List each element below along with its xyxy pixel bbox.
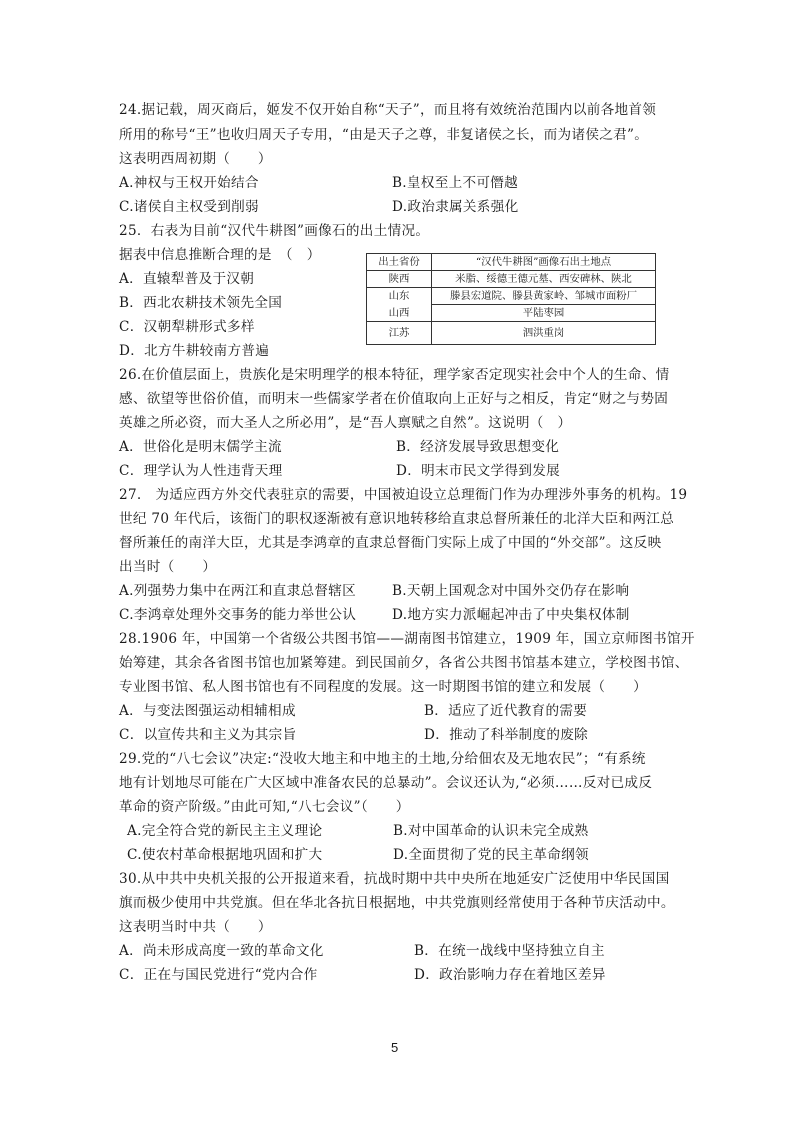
q24-line-2: 所用的称号“王”也收归周天子专用，“由是天子之尊，非复诸侯之长，而为诸侯之君”。 — [119, 127, 649, 143]
q28-line-3: 专业图书馆、私人图书馆也有不同程度的发展。这一时期图书馆的建立和发展（ ） — [119, 679, 647, 695]
q25-line-1: 25．右表为目前“汉代牛耕图”画像石的出土情况。 — [119, 223, 430, 239]
q29-option-b: B.对中国革命的认识未完全成熟 — [393, 823, 589, 839]
q29-option-d: D.全面贯彻了党的民主革命纲领 — [393, 847, 589, 863]
findspot-table — [366, 253, 656, 345]
q24-option-c: C.诸侯自主权受到削弱 — [119, 199, 259, 215]
table-cell-province: 江苏 — [367, 322, 432, 345]
q29-line-3: 革命的资产阶级。”由此可知,“八七会议”（ ） — [119, 799, 410, 815]
q28-option-d: D．推动了科举制度的废除 — [424, 727, 589, 743]
q26-option-d: D．明末市民文学得到发展 — [396, 463, 561, 479]
table-cell-province: 山西 — [367, 305, 432, 322]
q27-option-a: A.列强势力集中在两江和直隶总督辖区 — [119, 583, 357, 599]
q24-line-1: 24.据记载，周灭商后，姬发不仅开始自称“天子”，而且将有效统治范围内以前各地首领 — [119, 102, 657, 118]
q30-option-a: A．尚未形成高度一致的革命文化 — [119, 943, 324, 959]
q25-option-a: A．直辕犁普及于汉朝 — [119, 271, 255, 287]
q24-option-a: A.神权与王权开始结合 — [119, 175, 259, 191]
table-cell-province: 山东 — [367, 288, 432, 305]
q30-option-d: D．政治影响力存在着地区差异 — [414, 967, 606, 983]
q29-option-c: C.使农村革命根据地巩固和扩大 — [127, 847, 323, 863]
q26-option-a: A．世俗化是明末儒学主流 — [119, 439, 282, 455]
table-row — [367, 271, 656, 288]
q26-option-b: B．经济发展导致思想变化 — [396, 439, 560, 455]
q29-line-1: 29.党的“八七会议”决定:“没收大地主和中地主的土地,分给佃农及无地农民”；“有系统 — [119, 751, 646, 767]
q25-option-d: D．北方牛耕较南方普遍 — [119, 343, 270, 359]
q27-option-b: B.天朝上国观念对中国外交仍存在影响 — [392, 583, 630, 599]
q28-line-1: 28.1906 年，中国第一个省级公共图书馆——湖南图书馆建立，1909 年，国立京师图书馆开 — [119, 631, 695, 647]
page-number: 5 — [391, 1040, 399, 1055]
q28-line-2: 始筹建，其余各省图书馆也加紧筹建。到民国前夕，各省公共图书馆基本建立，学校图书馆、 — [119, 655, 689, 671]
q24-option-b: B.皇权至上不可僭越 — [392, 175, 519, 191]
q27-line-4: 出当时（ ） — [119, 559, 217, 575]
q28-option-b: B．适应了近代教育的需要 — [424, 703, 588, 719]
q27-line-1: 27. 为适应西方外交代表驻京的需要，中国被迫设立总理衙门作为办理涉外事务的机构。19 — [119, 487, 688, 503]
q25-line-2: 据表中信息推断合理的是 （ ） — [119, 247, 321, 263]
table-cell-site: 平陆枣园 — [432, 305, 656, 322]
q25-option-c: C．汉朝犁耕形式多样 — [119, 319, 255, 335]
q27-option-d: D.地方实力派崛起冲击了中央集权体制 — [392, 607, 630, 623]
q25-option-b: B．西北农耕技术领先全国 — [119, 295, 283, 311]
q30-option-b: B．在统一战线中坚持独立自主 — [414, 943, 605, 959]
q27-option-c: C.李鸿章处理外交事务的能力举世公认 — [119, 607, 357, 623]
table-cell-province: 陕西 — [367, 271, 432, 288]
q27-line-3: 督所兼任的南洋大臣，尤其是李鸿章的直隶总督衙门实际上成了中国的“外交部”。这反映 — [119, 535, 662, 551]
q30-line-1: 30.从中共中央机关报的公开报道来看，抗战时期中共中央所在地延安广泛使用中华民国国 — [119, 871, 670, 887]
q28-option-c: C．以宣传共和主义为其宗旨 — [119, 727, 297, 743]
table-header-site: “汉代牛耕图”画像石出土地点 — [432, 254, 656, 271]
table-row — [367, 322, 656, 345]
q28-option-a: A．与变法图强运动相辅相成 — [119, 703, 296, 719]
table-header-province: 出土省份 — [367, 254, 432, 271]
q30-option-c: C．正在与国民党进行“党内合作 — [119, 967, 318, 983]
q26-line-1: 26.在价值层面上，贵族化是宋明理学的根本特征，理学家否定现实社会中个人的生命、情 — [119, 367, 670, 383]
q24-line-3: 这表明西周初期（ ） — [119, 151, 272, 167]
q27-line-2: 世纪 70 年代后，该衙门的职权逐渐被有意识地转移给直隶总督所兼任的北洋大臣和两江总 — [119, 511, 675, 527]
table-cell-site: 滕县宏道院、滕县黄家岭、邹城市面粉厂 — [432, 288, 656, 305]
q29-line-2: 地有计划地尽可能在广大区域中准备农民的总暴动”。会议还认为,“必须……反对已成反 — [119, 775, 653, 791]
q30-line-3: 这表明当时中共（ ） — [119, 919, 272, 935]
table-header-row — [367, 254, 656, 271]
q26-option-c: C．理学认为人性违背天理 — [119, 463, 283, 479]
q29-option-a: A.完全符合党的新民主主义理论 — [127, 823, 323, 839]
q26-line-3: 英雄之所必资，而大圣人之所必用”，是“吾人禀赋之自然”。这说明（ ） — [119, 415, 572, 431]
table-cell-site: 泗洪重岗 — [432, 322, 656, 345]
q24-option-d: D.政治隶属关系强化 — [392, 199, 519, 215]
table-cell-site: 米脂、绥德王德元墓、西安碑林、陕北 — [432, 271, 656, 288]
q26-line-2: 感、欲望等世俗价值，而明末一些儒家学者在价值取向上正好与之相反，肯定“财之与势固 — [119, 391, 669, 407]
table-row — [367, 305, 656, 322]
q30-line-2: 旗而极少使用中共党旗。但在华北各抗日根据地，中共党旗则经常使用于各种节庆活动中。 — [119, 895, 675, 911]
table-row — [367, 288, 656, 305]
